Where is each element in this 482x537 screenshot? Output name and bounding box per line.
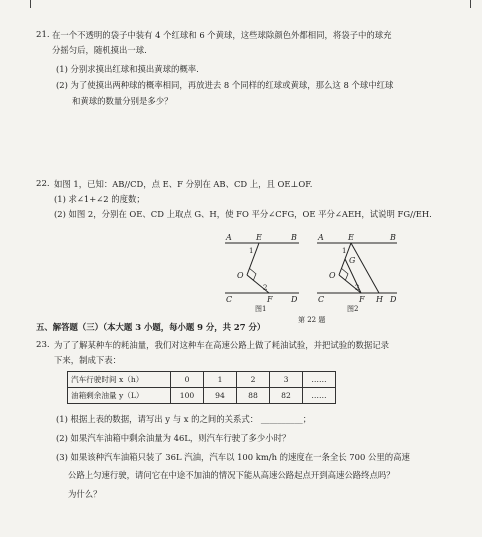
q23-part1 [56,414,311,425]
label-2-fig1: 2 [263,284,268,292]
q21-line1: 在一个不透明的袋子中装有 4 个红球和 6 个黄球，这些球除颜色外都相同，将袋子中的球充 [52,30,392,40]
q23-part2: (2) 如果汽车油箱中剩余油量为 46L，则汽车行驶了多少小时？ [56,433,291,443]
q22-part1: (1) 求∠1+∠2 的度数； [54,194,145,204]
label-d-fig1: D [291,295,298,304]
table-cell: 0 [171,372,204,388]
section-5-heading: 五、解答题（三）（本大题 3 小题，每小题 9 分，共 27 分） [36,322,266,332]
label-b-fig2: B [390,233,396,242]
q23-line1: 为了了解某种车的耗油量，我们对这种车在高速公路上做了耗油试验，并把试验的数据记录 [54,340,389,350]
label-1-fig1: 1 [249,247,254,255]
label-b-fig1: B [291,233,297,242]
table-cell: …… [303,388,336,404]
q23-part1-answer-blank[interactable]: __________； [260,414,312,424]
q23-number: 23. [36,340,50,350]
label-a-fig2: A [318,233,324,242]
crop-mark-left [30,0,31,8]
label-h-fig2: H [376,295,383,304]
table-cell: 82 [270,388,303,404]
crop-mark-right [470,0,471,8]
label-e-fig1: E [256,233,262,242]
q21-part2-line1: (2) 为了使摸出两种球的概率相同，再放进去 8 个同样的红球或黄球，那么这 8 个球中红球 [56,80,394,90]
figure-2 [317,233,397,313]
fuel-data-table [67,371,336,404]
q23-part1-text: (1) 根据上表的数据，请写出 y 与 x 的之间的关系式： [56,414,259,424]
q23-part3-line3: 为什么？ [68,489,102,499]
q21-number: 21. [36,30,50,40]
q23-part3-line1: (3) 如果该种汽车油箱只装了 36L 汽油，汽车以 100 km/h 的速度在一条全长 700 公里的高速 [56,452,410,462]
q21-line2: 分摇匀后，随机摸出一球. [52,45,147,55]
label-2-fig2: 2 [355,284,360,292]
label-c-fig2: C [318,295,325,304]
table-row-fuel [68,388,336,404]
label-o-fig1: O [237,271,244,280]
table-header-fuel: 油箱剩余油量 y（L） [68,388,171,404]
figure-1 [225,233,299,313]
q23-line2: 下来，制成下表： [54,355,121,365]
table-cell: 100 [171,388,204,404]
label-g-fig2: G [349,256,356,265]
q22-part2: (2) 如图 2，分别在 OE、CD 上取点 G、H，使 FO 平分∠CFG，OE 平分∠AEH，试说明 FG//EH. [54,209,432,219]
table-cell: 2 [237,372,270,388]
q21-part1: (1) 分别求摸出红球和摸出黄球的概率. [56,64,199,74]
table-row-time [68,372,336,388]
q22-line1: 如图 1，已知：AB//CD，点 E、F 分别在 AB、CD 上，且 OE⊥OF. [54,179,313,189]
table-cell: 3 [270,372,303,388]
label-1-fig2: 1 [342,247,347,255]
table-cell: …… [303,372,336,388]
label-a-fig1: A [226,233,232,242]
label-c-fig1: C [226,295,233,304]
table-cell: 88 [237,388,270,404]
figure-1-caption: 图1 [255,305,267,313]
q22-number: 22. [36,179,50,189]
q21-part2-line2: 和黄球的数量分别是多少？ [72,96,173,106]
table-cell: 1 [204,372,237,388]
label-f-fig2: F [359,295,365,304]
table-header-time: 汽车行驶时间 x（h） [68,372,171,388]
q23-part3-line2: 公路上匀速行驶，请问它在中途不加油的情况下能从高速公路起点开到高速公路终点吗？ [68,470,395,480]
label-f-fig1: F [267,295,273,304]
label-e-fig2: E [348,233,354,242]
q22-figures [225,231,405,321]
q22-figure-label: 第 22 题 [298,316,326,324]
label-o-fig2: O [329,271,336,280]
table-cell: 94 [204,388,237,404]
label-d-fig2: D [390,295,397,304]
figure-2-caption: 图2 [347,305,359,313]
